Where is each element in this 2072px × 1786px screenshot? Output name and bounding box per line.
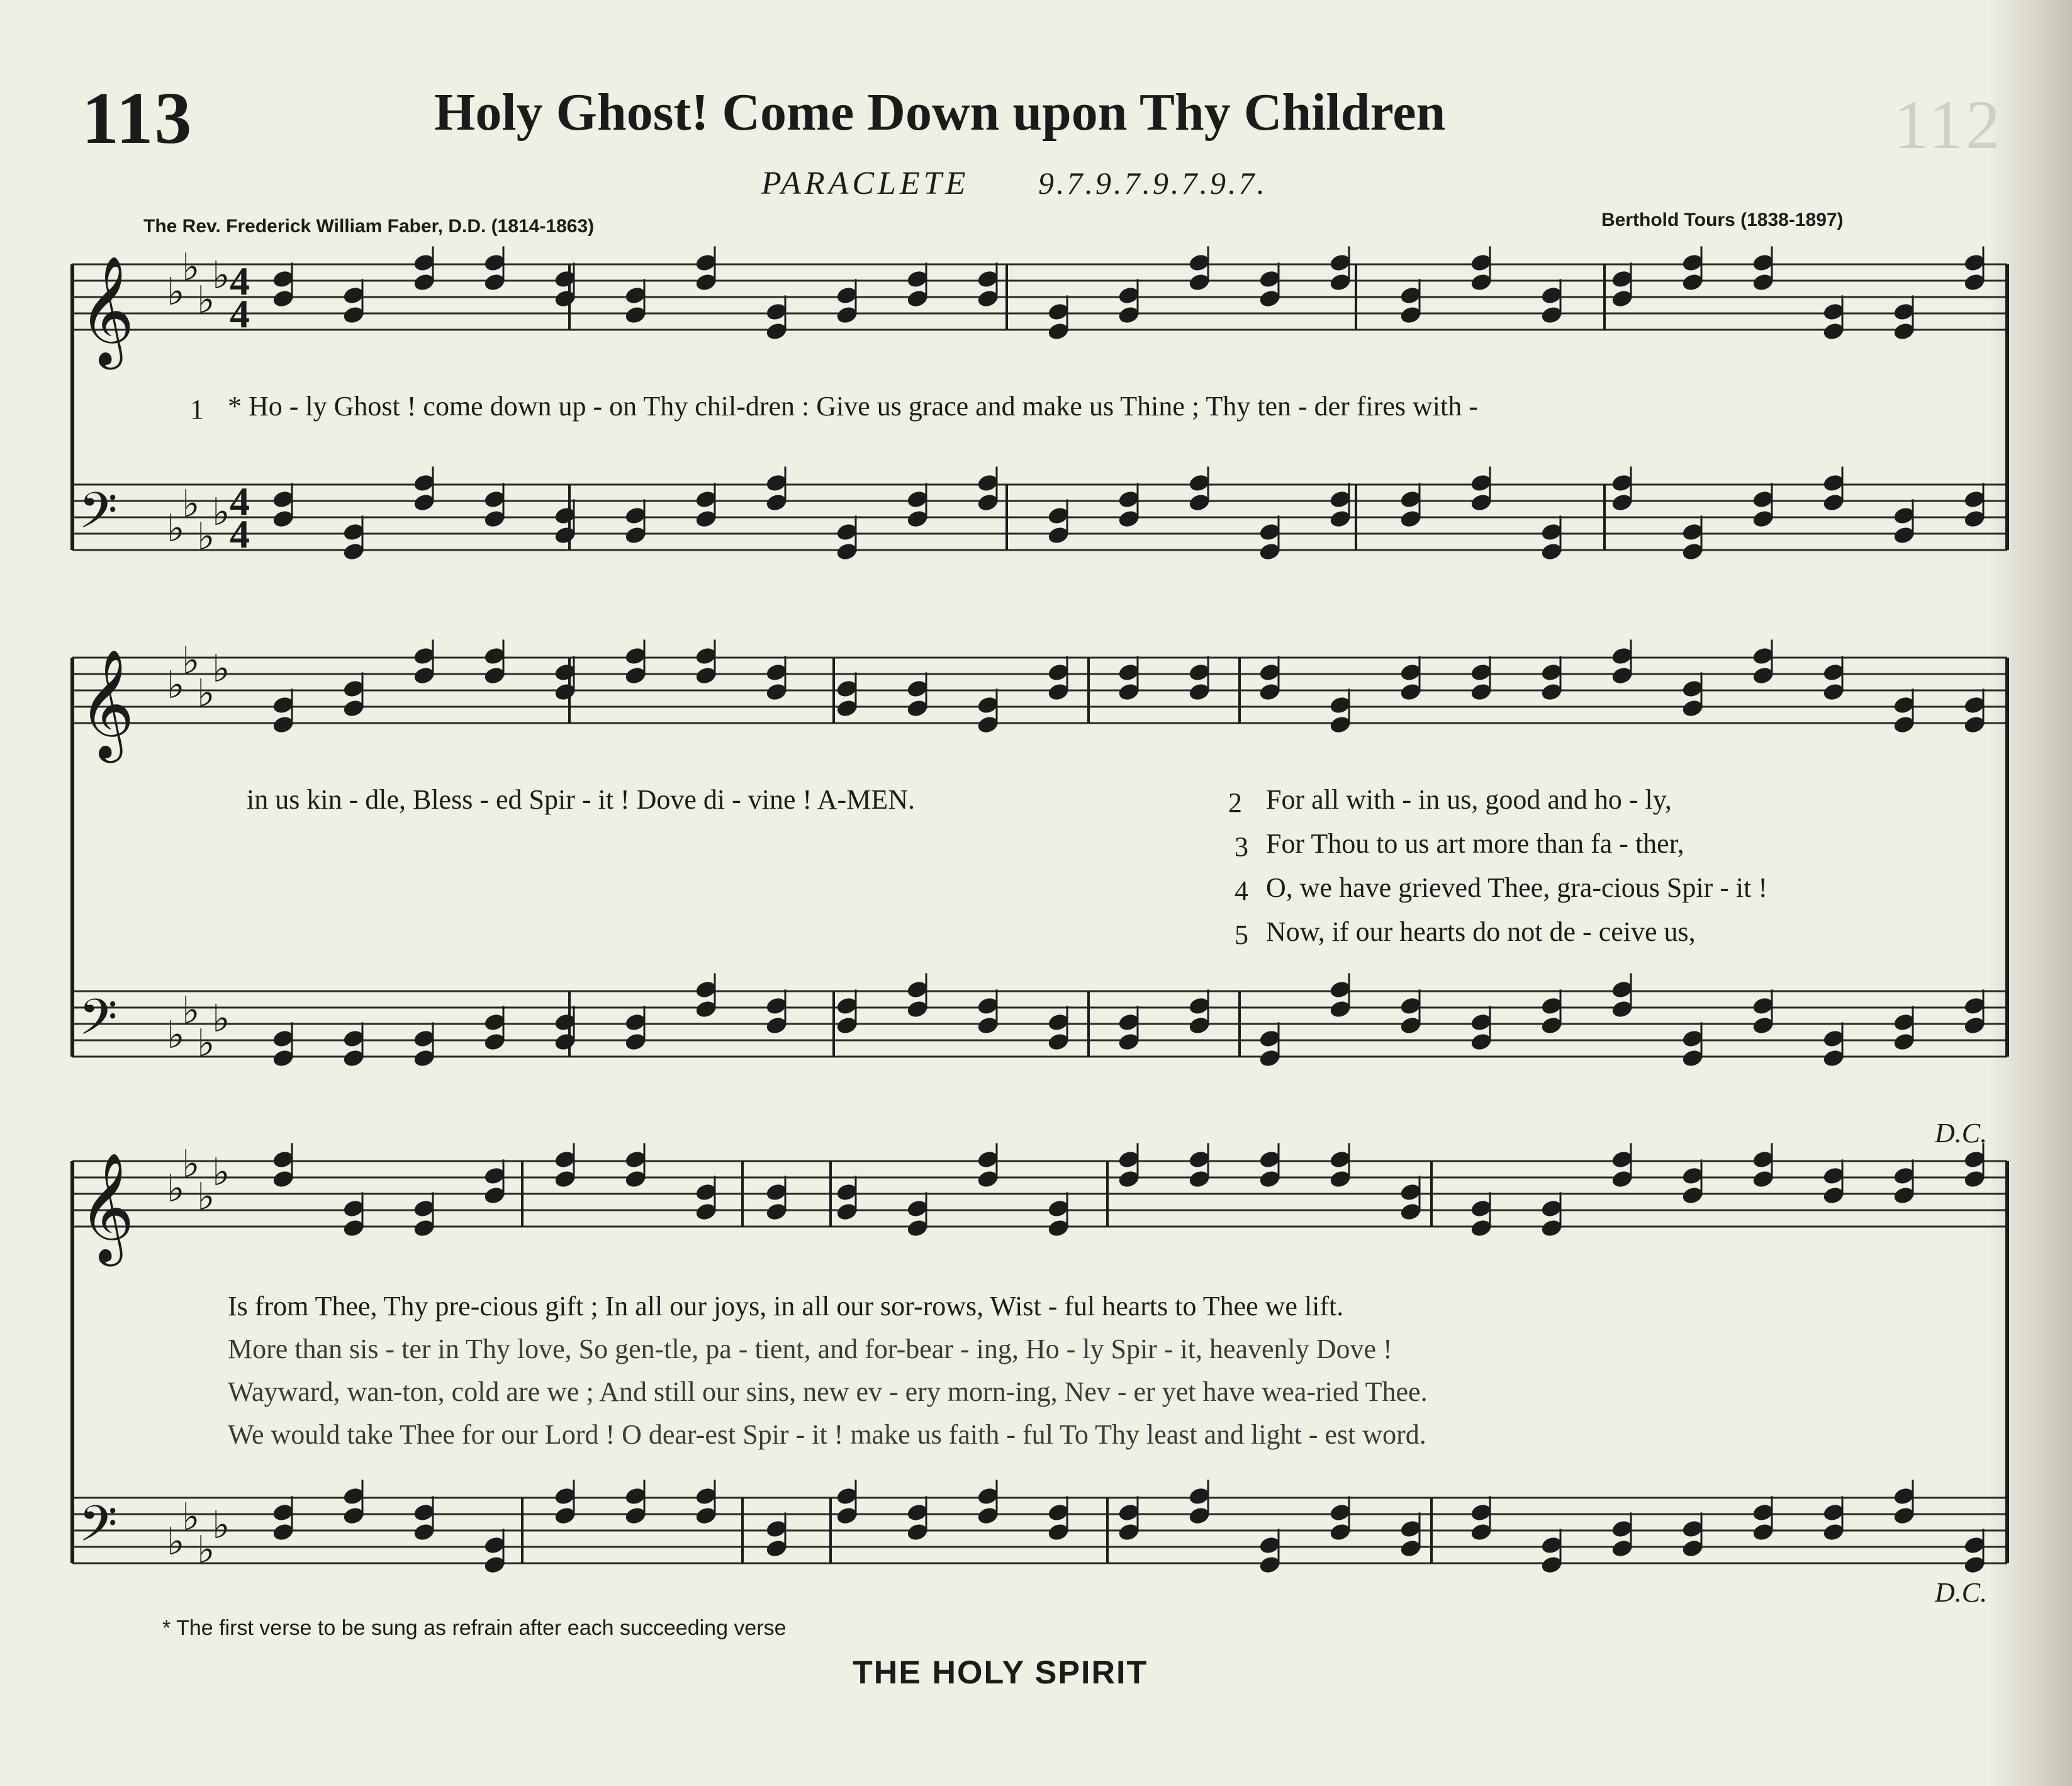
treble-clef: 𝄞 — [79, 256, 135, 365]
flat-sign: ♭ — [212, 490, 230, 534]
bar-lines — [72, 264, 2007, 1563]
lyric-verse-5-line-a: Now, if our hearts do not de - ceive us, — [1266, 916, 1696, 947]
flat-sign: ♭ — [212, 997, 230, 1041]
dc-marking-top: D.C. — [1935, 1118, 1988, 1149]
flat-sign: ♭ — [197, 515, 215, 559]
section-heading: THE HOLY SPIRIT — [853, 1654, 1148, 1691]
lyric-line-3-verse-3: More than sis - ter in Thy love, So gen-tle, pa - tient, and for-bear - ing, Ho - ly Spir - it, heavenly Dove ! — [228, 1334, 1392, 1364]
time-signature-bottom: 4 — [230, 512, 250, 556]
lyric-line-3-verse-4: Wayward, wan-ton, cold are we ; And still our sins, new ev - ery morn-ing, Nev - er yet have wea-ried Thee. — [228, 1376, 1428, 1407]
show-through-page-number: 112 — [1894, 86, 2003, 163]
lyric-line-3-verse-2: Is from Thee, Thy pre-cious gift ; In all our joys, in all our sor-rows, Wist - ful hearts to Thee we lift. — [228, 1291, 1344, 1322]
flat-sign: ♭ — [212, 647, 230, 691]
flat-sign: ♭ — [212, 1503, 230, 1547]
dc-marking-bottom: D.C. — [1935, 1577, 1988, 1608]
author-credit: The Rev. Frederick William Faber, D.D. (1814-1863) — [143, 216, 595, 237]
flat-sign: ♭ — [167, 270, 185, 314]
lyric-verse-4-line-a: O, we have grieved Thee, gra-cious Spir - it ! — [1266, 872, 1768, 903]
verse-number-1: 1 — [190, 394, 204, 425]
flat-sign: ♭ — [182, 1495, 200, 1539]
flat-sign: ♭ — [197, 278, 215, 322]
flat-sign: ♭ — [182, 482, 200, 526]
lyric-verse-2-line-a: For all with - in us, good and ho - ly, — [1266, 784, 1672, 815]
hymn-number: 113 — [82, 77, 193, 159]
treble-clef: 𝄞 — [79, 649, 135, 758]
tune-name: PARACLETE — [761, 166, 970, 201]
flat-sign: ♭ — [167, 1013, 185, 1057]
flat-sign: ♭ — [167, 1167, 185, 1211]
flat-sign: ♭ — [197, 1021, 215, 1065]
flat-sign: ♭ — [197, 1175, 215, 1219]
time-signature-top: 4 — [230, 479, 250, 524]
flat-sign: ♭ — [167, 663, 185, 707]
footnote: * The first verse to be sung as refrain after each succeeding verse — [162, 1616, 787, 1640]
composer-credit: Berthold Tours (1838-1897) — [1601, 210, 1844, 230]
flat-sign: ♭ — [212, 254, 230, 298]
flat-sign: ♭ — [197, 1528, 215, 1572]
bass-clef: 𝄢 — [79, 988, 118, 1059]
flat-sign: ♭ — [167, 507, 185, 551]
lyric-line-1: * Ho - ly Ghost ! come down up - on Thy chil-dren : Give us grace and make us Thine ; Thy ten - der fires with - — [228, 391, 1478, 422]
flat-sign: ♭ — [182, 989, 200, 1033]
hymn-title: Holy Ghost! Come Down upon Thy Children — [434, 83, 1446, 142]
lyric-refrain-end: in us kin - dle, Bless - ed Spir - it ! Dove di - vine ! A-MEN. — [247, 784, 915, 815]
treble-clef: 𝄞 — [79, 1152, 135, 1262]
flat-sign: ♭ — [182, 1142, 200, 1186]
verse-number-3: 3 — [1235, 831, 1248, 862]
meter: 9.7.9.7.9.7.9.7. — [1038, 166, 1267, 201]
time-signature-top: 4 — [230, 259, 250, 303]
lyric-verse-3-line-a: For Thou to us art more than fa - ther, — [1266, 828, 1684, 859]
bass-clef: 𝄢 — [79, 1495, 118, 1565]
staff-lines — [72, 264, 2007, 1563]
flat-sign: ♭ — [182, 245, 200, 289]
flat-sign: ♭ — [197, 671, 215, 716]
clefs-and-keys — [79, 245, 250, 1572]
lyric-line-3-verse-5: We would take Thee for our Lord ! O dear-est Spir - it ! make us faith - ful To Thy least and light - est word. — [228, 1419, 1426, 1450]
time-signature-bottom: 4 — [230, 291, 250, 336]
verse-number-5: 5 — [1235, 919, 1248, 950]
bass-clef: 𝄢 — [79, 481, 118, 552]
flat-sign: ♭ — [167, 1520, 185, 1564]
verse-number-2: 2 — [1228, 787, 1242, 818]
flat-sign: ♭ — [212, 1150, 230, 1194]
flat-sign: ♭ — [182, 639, 200, 683]
verse-number-4: 4 — [1235, 875, 1248, 906]
